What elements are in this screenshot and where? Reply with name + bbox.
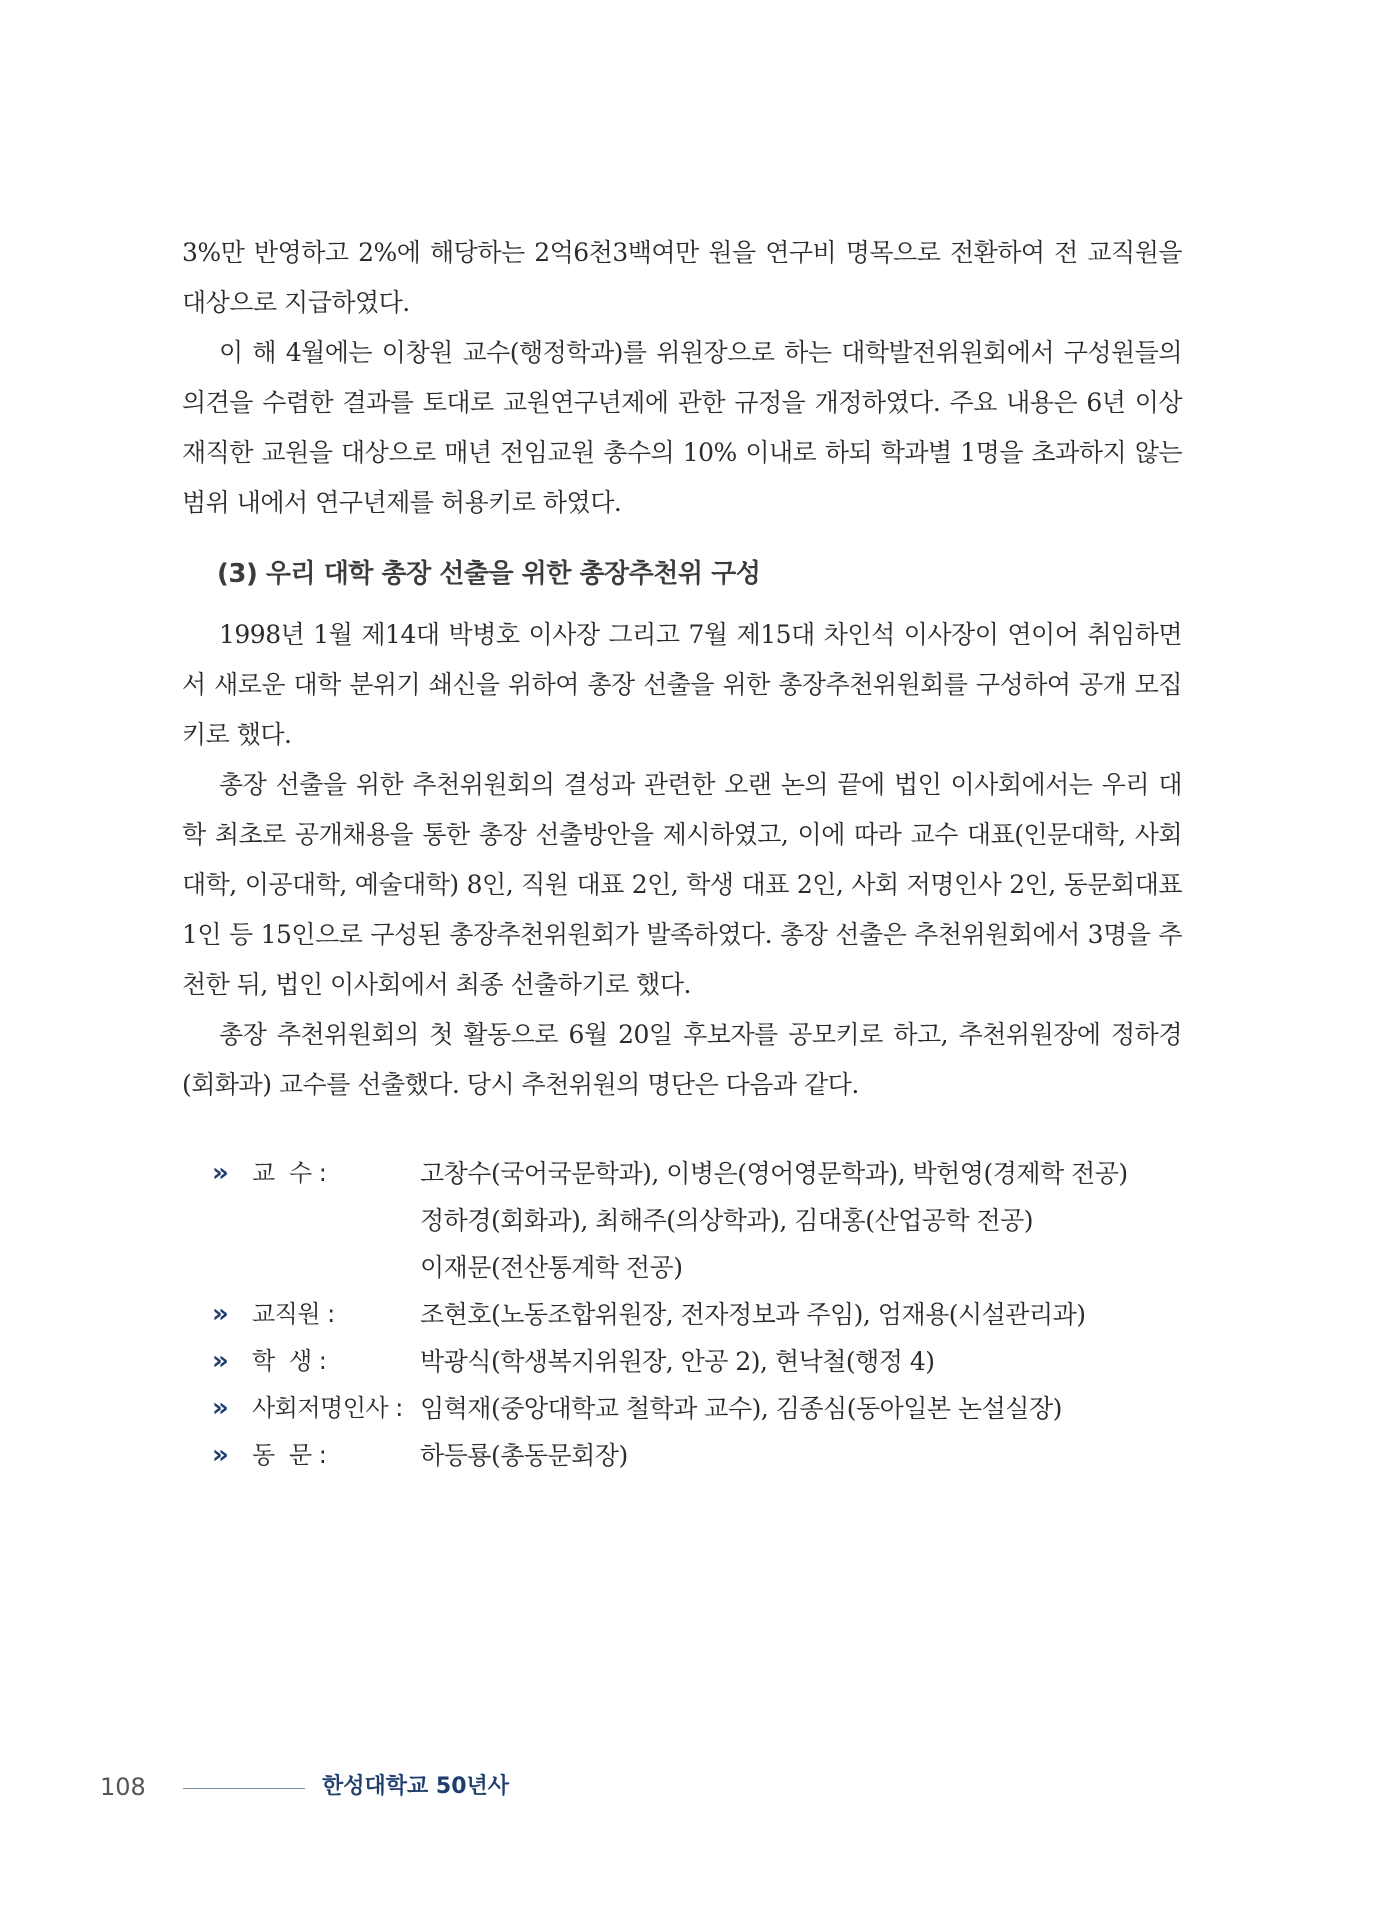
section-heading: (3) 우리 대학 총장 선출을 위한 총장추천위 구성 (217, 559, 761, 589)
member-row-alumni (212, 1432, 1192, 1479)
page-footer (100, 1772, 700, 1802)
book-title: 한성대학교 50년사 (322, 1774, 510, 1799)
double-chevron-icon: » (212, 1393, 229, 1423)
member-names (420, 1432, 1192, 1479)
member-names (420, 1338, 1192, 1385)
section-text-block (182, 610, 1182, 1110)
member-row-professors (212, 1150, 1192, 1291)
member-role: 동 문 : (252, 1441, 327, 1469)
member-names-line: 고창수(국어국문학과), 이병은(영어영문학과), 박헌영(경제학 전공) (420, 1159, 1128, 1188)
member-names (420, 1291, 1192, 1338)
section-paragraph: 총장 선출을 위한 추천위원회의 결성과 관련한 오랜 논의 끝에 법인 이사회에서는 우리 대학 최초로 공개채용을 통한 총장 선출방안을 제시하였고, 이에 따라 교수 대표(인문대학, 사회대학, 이공대학, 예술대학) 8인, 직원 대표 2인, 학생 대표 2인, 사회 저명인사 2인, 동문회대표 1인 등 15인으로 구성된 총장추천위원회가 발족하였다. 총장 선출은 추천위원회에서 3명을 추천한 뒤, 법인 이사회에서 최종 선출하기로 했다. (182, 770, 1182, 999)
intro-text-block (182, 228, 1182, 528)
committee-member-list (212, 1150, 1192, 1479)
double-chevron-icon: » (212, 1158, 229, 1188)
intro-paragraph: 3%만 반영하고 2%에 해당하는 2억6천3백여만 원을 연구비 명목으로 전환하여 전 교직원을 대상으로 지급하였다. (182, 238, 1182, 317)
double-chevron-icon: » (212, 1346, 229, 1376)
double-chevron-icon: » (212, 1299, 229, 1329)
member-names (420, 1150, 1192, 1291)
member-row-public-figures (212, 1385, 1192, 1432)
member-names-line: 이재문(전산통계학 전공) (420, 1253, 683, 1282)
member-names-line: 정하경(회화과), 최해주(의상학과), 김대홍(산업공학 전공) (420, 1206, 1034, 1235)
member-row-students (212, 1338, 1192, 1385)
section-paragraph: 총장 추천위원회의 첫 활동으로 6월 20일 후보자를 공모키로 하고, 추천위원장에 정하경(회화과) 교수를 선출했다. 당시 추천위원의 명단은 다음과 같다. (182, 1020, 1182, 1099)
member-row-staff (212, 1291, 1192, 1338)
member-names-line: 박광식(학생복지위원장, 안공 2), 현낙철(행정 4) (420, 1347, 935, 1376)
member-role: 학 생 : (252, 1347, 327, 1375)
section-paragraph: 1998년 1월 제14대 박병호 이사장 그리고 7월 제15대 차인석 이사장이 연이어 취임하면서 새로운 대학 분위기 쇄신을 위하여 총장 선출을 위한 총장추천위원회를 구성하여 공개 모집키로 했다. (182, 620, 1182, 749)
member-names (420, 1385, 1192, 1432)
double-chevron-icon: » (212, 1440, 229, 1470)
member-role: 교직원 : (252, 1300, 335, 1328)
member-names-line: 하등룡(총동문회장) (420, 1441, 628, 1470)
member-names-line: 임혁재(중앙대학교 철학과 교수), 김종심(동아일본 논설실장) (420, 1394, 1062, 1423)
footer-divider (183, 1788, 305, 1789)
member-role: 교 수 : (252, 1159, 327, 1187)
member-names-line: 조현호(노동조합위원장, 전자정보과 주임), 엄재용(시설관리과) (420, 1300, 1086, 1329)
member-role: 사회저명인사 : (252, 1394, 403, 1422)
sabbatical-paragraph: 이 해 4월에는 이창원 교수(행정학과)를 위원장으로 하는 대학발전위원회에서 구성원들의 의견을 수렴한 결과를 토대로 교원연구년제에 관한 규정을 개정하였다. 주요 내용은 6년 이상 재직한 교원을 대상으로 매년 전임교원 총수의 10% 이내로 하되 학과별 1명을 초과하지 않는 범위 내에서 연구년제를 허용키로 하였다. (182, 338, 1182, 517)
page-number: 108 (100, 1773, 146, 1801)
